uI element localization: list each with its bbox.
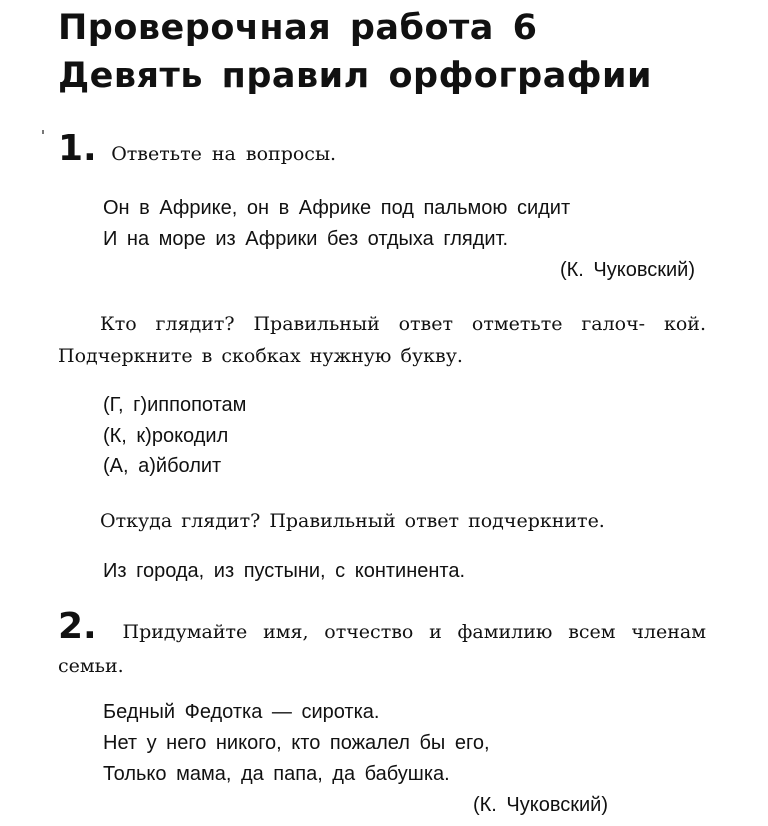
margin-mark: [42, 130, 44, 134]
page-title: [58, 4, 748, 100]
poem-author: (К. Чуковский): [559, 259, 695, 281]
task-1-poem: [103, 193, 695, 286]
task-1-question-2: Откуда глядит? Правильный ответ подчеркните.: [100, 510, 605, 532]
task-2-number: 2.: [58, 606, 97, 647]
task-1-heading: [58, 128, 718, 169]
poem-author: (К. Чуковский): [472, 794, 608, 816]
answer-option: (Г, г)иппопотам: [103, 394, 247, 416]
answer-option: (А, а)йболит: [103, 455, 222, 477]
task-2-instruction: Придумайте имя, отчество и фамилию всем членам семьи.: [58, 621, 706, 677]
task-1-instruction: Ответьте на вопросы.: [111, 143, 337, 165]
poem-line: Нет у него никого, кто пожалел бы его,: [103, 732, 490, 754]
task-1-number: 1.: [58, 128, 97, 169]
poem-line: Бедный Федотка — сиротка.: [103, 701, 380, 723]
answer-choices: Из города, из пустыни, с континента.: [103, 560, 466, 582]
title-line-1: Проверочная работа 6: [58, 8, 538, 48]
title-line-2: Девять правил орфографии: [58, 56, 653, 96]
poem-line: И на море из Африки без отдыха глядит.: [103, 228, 509, 250]
task-2-poem: [103, 697, 608, 821]
task-1-question-1: Кто глядит? Правильный ответ отметьте галоч- кой. Подчеркните в скобках нужную букву.: [58, 313, 706, 367]
answer-option: (К, к)рокодил: [103, 425, 229, 447]
poem-line: Он в Африке, он в Африке под пальмою сидит: [103, 197, 571, 219]
poem-line: Только мама, да папа, да бабушка.: [103, 763, 450, 785]
task-2-heading: [58, 606, 706, 683]
